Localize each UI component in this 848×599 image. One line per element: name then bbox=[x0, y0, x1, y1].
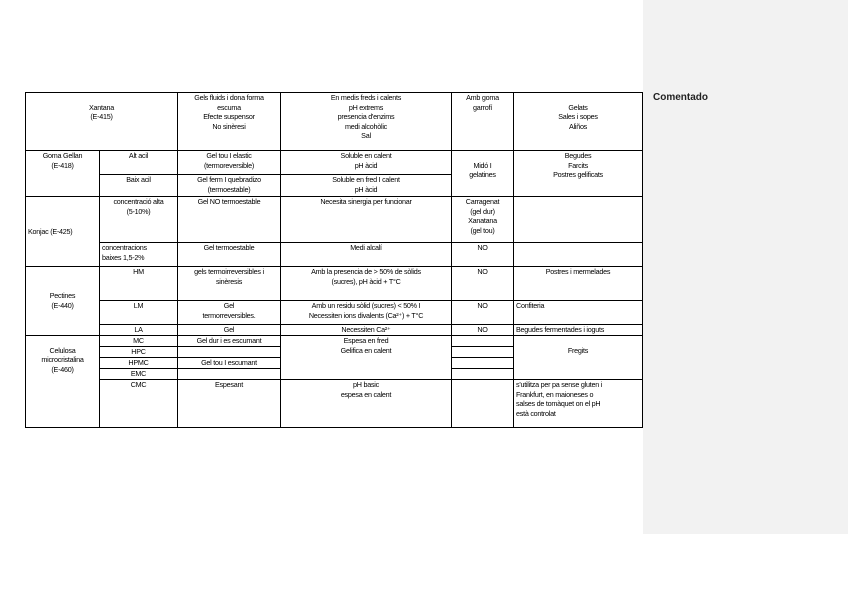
table-cell: Konjac (E-425) bbox=[26, 197, 100, 267]
table-cell: Gel tou I elastic (termoreversible) bbox=[178, 151, 281, 175]
table-cell: concentració alta (5-10%) bbox=[100, 197, 178, 243]
table-cell: CMC bbox=[100, 380, 178, 428]
table-cell bbox=[514, 197, 643, 243]
table-cell: En medis freds i calents pH extrems presencia d'enzims medi alcohòlic Sal bbox=[281, 93, 452, 151]
table-cell: Gelats Sales i sopes Aliños bbox=[514, 93, 643, 151]
table-row bbox=[26, 197, 643, 243]
table-row bbox=[26, 151, 643, 175]
comments-pane bbox=[643, 0, 848, 534]
table-cell: Goma Gellan (E-418) bbox=[26, 151, 100, 197]
table-cell: Xantana (E-415) bbox=[26, 93, 178, 151]
hydrocolloids-table bbox=[25, 92, 643, 428]
table-cell: concentracions baixes 1,5-2% bbox=[100, 243, 178, 267]
table-cell bbox=[178, 369, 281, 380]
table-cell: Confiteria bbox=[514, 301, 643, 325]
table-cell: HM bbox=[100, 267, 178, 301]
table-row bbox=[26, 93, 643, 151]
table-cell bbox=[452, 347, 514, 358]
table-cell: Pectines (E-440) bbox=[26, 267, 100, 336]
table-cell: Gel NO termoestable bbox=[178, 197, 281, 243]
table-cell bbox=[178, 347, 281, 358]
table-cell: Necessiten Ca²⁺ bbox=[281, 325, 452, 336]
table-cell: Midó I gelatines bbox=[452, 151, 514, 197]
table-row bbox=[26, 267, 643, 301]
table-cell: Gel tou I escumant bbox=[178, 358, 281, 369]
table-cell: Fregits bbox=[514, 336, 643, 380]
table-cell: Gel bbox=[178, 325, 281, 336]
table-cell: Soluble en fred I calent pH àcid bbox=[281, 175, 452, 197]
table-cell bbox=[452, 369, 514, 380]
table-body bbox=[26, 93, 643, 428]
table-cell: NO bbox=[452, 325, 514, 336]
table-cell: Alt acil bbox=[100, 151, 178, 175]
table-cell: EMC bbox=[100, 369, 178, 380]
table-cell: Gel dur i es escumant bbox=[178, 336, 281, 347]
table-cell: NO bbox=[452, 301, 514, 325]
table-row bbox=[26, 380, 643, 428]
table-cell: Postres i mermelades bbox=[514, 267, 643, 301]
table-cell: Espesa en fred Gelifica en calent bbox=[281, 336, 452, 380]
table-cell bbox=[452, 380, 514, 428]
table-cell: Gel termoestable bbox=[178, 243, 281, 267]
table-cell: Soluble en calent pH àcid bbox=[281, 151, 452, 175]
table-cell: Espesant bbox=[178, 380, 281, 428]
table-cell: LA bbox=[100, 325, 178, 336]
table-row bbox=[26, 325, 643, 336]
table-cell: NO bbox=[452, 267, 514, 301]
table-cell: LM bbox=[100, 301, 178, 325]
table-row bbox=[26, 336, 643, 347]
table-cell: Amb goma garrofí bbox=[452, 93, 514, 151]
table-cell: Begudes fermentades i ioguts bbox=[514, 325, 643, 336]
table-cell: Amb un residu sòlid (sucres) < 50% I Necessiten ions divalents (Ca²⁺) + T°C bbox=[281, 301, 452, 325]
table-cell bbox=[514, 243, 643, 267]
table-cell: Baix acil bbox=[100, 175, 178, 197]
table-cell: Amb la presencia de > 50% de sòlids (sucres), pH àcid + T°C bbox=[281, 267, 452, 301]
table-cell: Gels fluids i dona forma escuma Efecte suspensor No sinèresi bbox=[178, 93, 281, 151]
table-row bbox=[26, 243, 643, 267]
table-cell: NO bbox=[452, 243, 514, 267]
table-cell: Medi alcalí bbox=[281, 243, 452, 267]
table-cell: gels termoirreversibles i sinèresis bbox=[178, 267, 281, 301]
table-cell: pH basic espesa en calent bbox=[281, 380, 452, 428]
table-cell bbox=[452, 336, 514, 347]
table-cell: Necesita sinergia per funcionar bbox=[281, 197, 452, 243]
table-cell: HPC bbox=[100, 347, 178, 358]
table-cell: s'utilitza per pa sense gluten i Frankfurt, en maioneses o salses de tomàquet on el pH està controlat bbox=[514, 380, 643, 428]
comments-pane-title: Comentado bbox=[653, 92, 708, 103]
table-cell: MC bbox=[100, 336, 178, 347]
table-cell: HPMC bbox=[100, 358, 178, 369]
table-cell: Begudes Farcits Postres gelificats bbox=[514, 151, 643, 197]
table-cell: Gel termorreversibles. bbox=[178, 301, 281, 325]
table-cell bbox=[452, 358, 514, 369]
table-cell: Gel ferm I quebradizo (termoestable) bbox=[178, 175, 281, 197]
table-row bbox=[26, 301, 643, 325]
table-cell: Celulosa microcristalina (E-460) bbox=[26, 336, 100, 428]
table-cell: Carragenat (gel dur) Xanatana (gel tou) bbox=[452, 197, 514, 243]
